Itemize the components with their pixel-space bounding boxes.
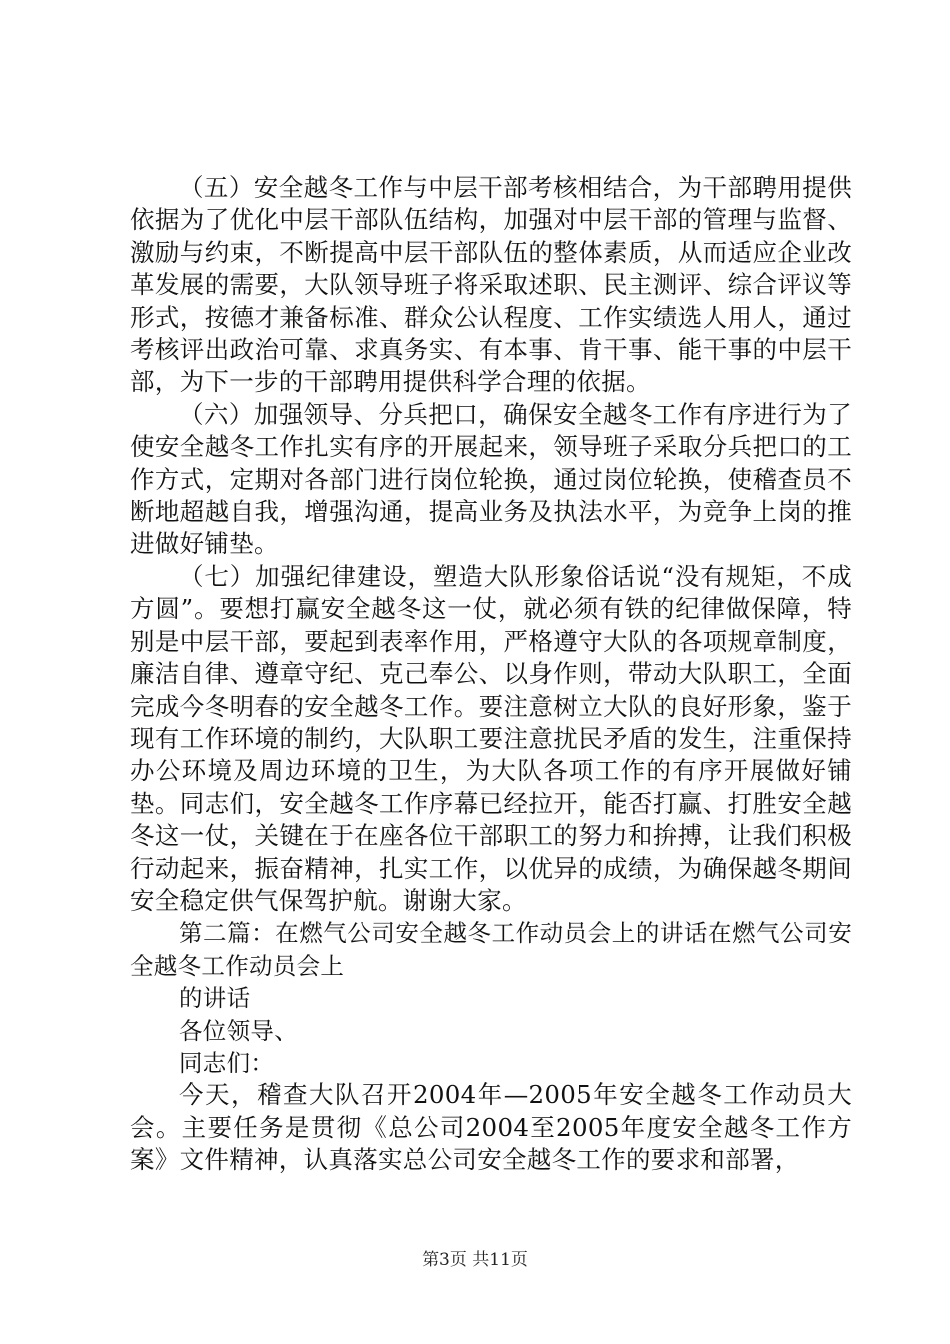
paragraph-section-6: （六）加强领导、分兵把口，确保安全越冬工作有序进行为了使安全越冬工作扎实有序的开展起来，领导班子采取分兵把口的工作方式，定期对各部门进行岗位轮换，通过岗位轮换，使稽查员不断地超越自我，增强沟通，提高业务及执法水平，为竞争上岗的推进做好铺垫。 [130, 399, 852, 559]
salutation-comrades: 同志们： [179, 1048, 275, 1077]
page-footer: 第3页 共11页 [422, 1250, 528, 1270]
paragraph-opening: 今天，稽查大队召开2004年—2005年安全越冬工作动员大会。主要任务是贯彻《总公司2004至2005年度安全越冬工作方案》文件精神，认真落实总公司安全越冬工作的要求和部署， [130, 1080, 852, 1175]
salutation-leaders: 各位领导、 [179, 1016, 298, 1045]
document-body [130, 172, 852, 1177]
paragraph-section-5: （五）安全越冬工作与中层干部考核相结合，为干部聘用提供依据为了优化中层干部队伍结构，加强对中层干部的管理与监督、激励与约束，不断提高中层干部队伍的整体素质，从而适应企业改革发展的需要，大队领导班子将采取述职、民主测评、综合评议等形式，按德才兼备标准、群众公认程度、工作实绩选人用人，通过考核评出政治可靠、求真务实、有本事、肯干事、能干事的中层干部，为下一步的干部聘用提供科学合理的依据。 [130, 173, 852, 397]
paragraph-section-7: （七）加强纪律建设，塑造大队形象俗话说“没有规矩，不成方圆”。要想打赢安全越冬这一仗，就必须有铁的纪律做保障，特别是中层干部，要起到表率作用，严格遵守大队的各项规章制度，廉洁自律、遵章守纪、克己奉公、以身作则，带动大队职工，全面完成今冬明春的安全越冬工作。要注意树立大队的良好形象，鉴于现有工作环境的制约，大队职工要注意扰民矛盾的发生，注重保持办公环境及周边环境的卫生，为大队各项工作的有序开展做好铺垫。同志们，安全越冬工作序幕已经拉开，能否打赢、打胜安全越冬这一仗，关键在于在座各位干部职工的努力和拚搏，让我们积极行动起来，振奋精神，扎实工作，以优异的成绩，为确保越冬期间安全稳定供气保驾护航。谢谢大家。 [130, 561, 852, 915]
chapter-heading: 第二篇：在燃气公司安全越冬工作动员会上的讲话在燃气公司安全越冬工作动员会上 [130, 919, 852, 980]
chapter-heading-continued: 的讲话 [179, 984, 251, 1013]
